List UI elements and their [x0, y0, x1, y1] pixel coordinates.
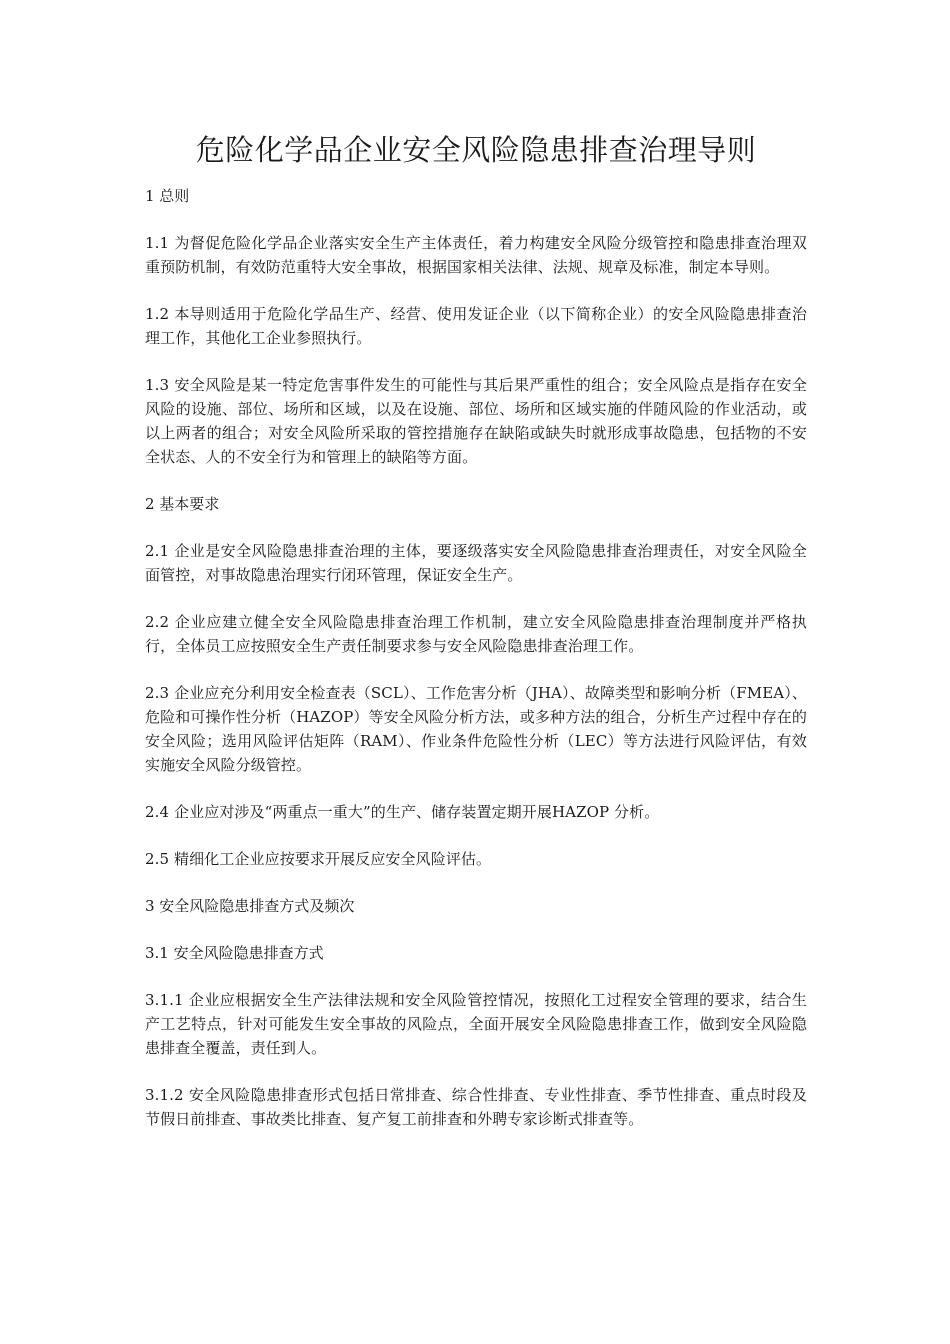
- section-heading: 3 安全风险隐患排查方式及频次: [145, 897, 355, 915]
- document-title: 危险化学品企业安全风险隐患排查治理导则: [195, 133, 757, 167]
- paragraph: 2.1 企业是安全风险隐患排查治理的主体，要逐级落实安全风险隐患排查治理责任，对安全风险全面管控，对事故隐患治理实行闭环管理，保证安全生产。: [145, 542, 807, 584]
- paragraph: 1.3 安全风险是某一特定危害事件发生的可能性与其后果严重性的组合；安全风险点是指存在安全风险的设施、部位、场所和区域，以及在设施、部位、场所和区域实施的伴随风险的作业活动，或以上两者的组合；对安全风险所采取的管控措施存在缺陷或缺失时就形成事故隐患，包括物的不安全状态、人的不安全行为和管理上的缺陷等方面。: [145, 376, 807, 466]
- section-heading: 2 基本要求: [145, 495, 220, 513]
- paragraph: 2.5 精细化工企业应按要求开展反应安全风险评估。: [145, 850, 492, 868]
- paragraph: 2.4 企业应对涉及“两重点一重大”的生产、储存装置定期开展HAZOP 分析。: [145, 803, 660, 821]
- paragraph: 2.2 企业应建立健全安全风险隐患排查治理工作机制，建立安全风险隐患排查治理制度并严格执行，全体员工应按照安全生产责任制要求参与安全风险隐患排查治理工作。: [145, 613, 807, 655]
- section-heading: 1 总则: [145, 187, 190, 205]
- paragraph: 3.1.2 安全风险隐患排查形式包括日常排查、综合性排查、专业性排查、季节性排查、重点时段及节假日前排查、事故类比排查、复产复工前排查和外聘专家诊断式排查等。: [145, 1086, 807, 1128]
- paragraph: 3.1.1 企业应根据安全生产法律法规和安全风险管控情况，按照化工过程安全管理的要求，结合生产工艺特点，针对可能发生安全事故的风险点，全面开展安全风险隐患排查工作，做到安全风险隐患排查全覆盖，责任到人。: [145, 991, 807, 1057]
- document-page: [145, 130, 807, 1154]
- subsection-heading: 3.1 安全风险隐患排查方式: [145, 944, 324, 962]
- paragraph: 1.1 为督促危险化学品企业落实安全生产主体责任，着力构建安全风险分级管控和隐患排查治理双重预防机制，有效防范重特大安全事故，根据国家相关法律、法规、规章及标准，制定本导则。: [145, 234, 807, 276]
- paragraph: 2.3 企业应充分利用安全检查表（SCL）、工作危害分析（JHA）、故障类型和影响分析（FMEA）、危险和可操作性分析（HAZOP）等安全风险分析方法，或多种方法的组合，分析生产过程中存在的安全风险；选用风险评估矩阵（RAM）、作业条件危险性分析（LEC）等方法进行风险评估，有效实施安全风险分级管控。: [145, 684, 807, 774]
- paragraph: 1.2 本导则适用于危险化学品生产、经营、使用发证企业（以下简称企业）的安全风险隐患排查治理工作，其他化工企业参照执行。: [145, 305, 807, 347]
